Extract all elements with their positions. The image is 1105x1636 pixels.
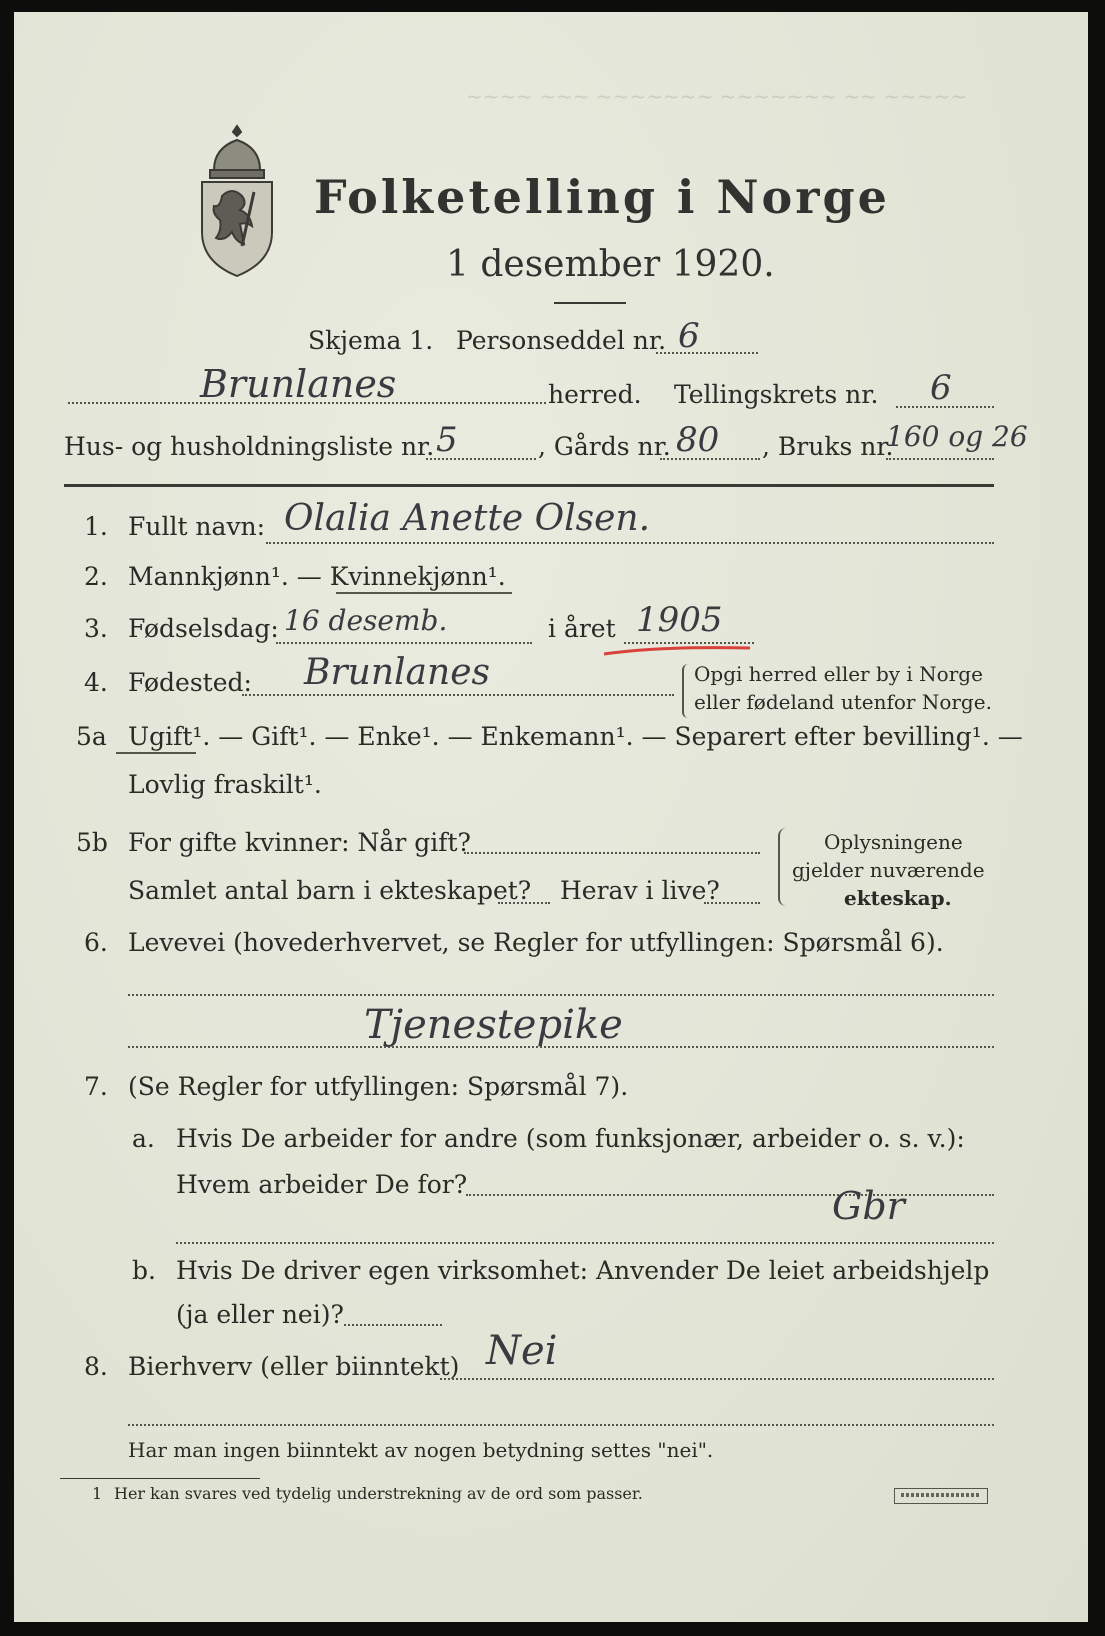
- q7-label: (Se Regler for utfyllingen: Spørsmål 7).: [128, 1072, 629, 1101]
- red-underline-mark: [600, 640, 760, 660]
- q7b-line: [344, 1324, 442, 1326]
- q2-label: Mannkjønn¹. — Kvinnekjønn¹.: [128, 562, 506, 591]
- form-note: Har man ingen biinntekt av nogen betydning settes "nei".: [128, 1438, 714, 1462]
- q7a-line-2: [176, 1242, 994, 1244]
- bruks-value: 160 og 26: [886, 420, 1028, 453]
- tellingskrets-label: Tellingskrets nr.: [674, 380, 879, 409]
- q6-label: Levevei (hovederhvervet, se Regler for utfyllingen: Spørsmål 6).: [128, 928, 944, 957]
- printer-stamp: [894, 1488, 988, 1504]
- census-form-page: [14, 12, 1088, 1622]
- q1-label: Fullt navn:: [128, 512, 266, 541]
- q7a-number: a.: [132, 1124, 155, 1153]
- bruks-line: [886, 458, 994, 460]
- q8-label: Bierhverv (eller biinntekt): [128, 1352, 460, 1381]
- q5b-alive-line: [704, 902, 760, 904]
- q3-number: 3.: [84, 614, 108, 643]
- q4-number: 4.: [84, 668, 108, 697]
- q6-value: Tjenestepike: [364, 1002, 623, 1048]
- q1-value: Olalia Anette Olsen.: [284, 498, 651, 539]
- q7a-label-1: Hvis De arbeider for andre (som funksjonær, arbeider o. s. v.):: [176, 1124, 965, 1153]
- q6-line-1: [128, 994, 994, 996]
- gards-label: , Gårds nr.: [538, 432, 671, 461]
- herred-label: herred.: [548, 380, 642, 409]
- q4-bracket: [682, 664, 690, 718]
- personseddel-line: [656, 352, 758, 354]
- q4-note-2: eller fødeland utenfor Norge.: [694, 690, 992, 714]
- q8-value: Nei: [486, 1328, 558, 1374]
- q3-line: [276, 642, 532, 644]
- q5a-underline: [116, 752, 196, 754]
- q5a-line1: Ugift¹. — Gift¹. — Enke¹. — Enkemann¹. — Separert efter bevilling¹. —: [128, 722, 1023, 751]
- q1-number: 1.: [84, 512, 108, 541]
- q5a-line2: Lovlig fraskilt¹.: [128, 770, 322, 799]
- q5b-children-line: [498, 902, 550, 904]
- q6-number: 6.: [84, 928, 108, 957]
- q5b-label-2: Samlet antal barn i ekteskapet?: [128, 876, 532, 905]
- title-divider: [554, 302, 626, 304]
- form-date: 1 desember 1920.: [446, 244, 775, 285]
- bruks-label: , Bruks nr.: [762, 432, 894, 461]
- q5b-number: 5b: [76, 828, 108, 857]
- husliste-label: Hus- og husholdningsliste nr.: [64, 432, 435, 461]
- q5b-bracket: [778, 828, 788, 906]
- footnote-text: Her kan svares ved tydelig understrekning av de ord som passer.: [114, 1484, 643, 1503]
- coat-of-arms-icon: [192, 120, 282, 280]
- q4-line: [242, 694, 674, 696]
- bleed-through-text: ~~~~ ~~~ ~~~~~~~ ~~~~~~~ ~~ ~~~~~: [466, 84, 968, 108]
- q5b-note-2: gjelder nuværende: [792, 858, 985, 882]
- q8-line-1: [440, 1378, 994, 1380]
- q5b-label-3: Herav i live?: [560, 876, 720, 905]
- form-title: Folketelling i Norge: [314, 170, 890, 224]
- q6-line-2: [128, 1046, 994, 1048]
- footnote-mark: 1: [92, 1484, 103, 1503]
- q7-number: 7.: [84, 1072, 108, 1101]
- q4-value: Brunlanes: [304, 652, 490, 693]
- q2-number: 2.: [84, 562, 108, 591]
- q3-year-value: 1905: [636, 600, 723, 640]
- q5b-note-1: Oplysningene: [824, 830, 963, 854]
- q7b-label-2: (ja eller nei)?: [176, 1300, 344, 1329]
- gards-value: 80: [676, 420, 720, 460]
- q7b-number: b.: [132, 1256, 156, 1285]
- q7b-label-1: Hvis De driver egen virksomhet: Anvender De leiet arbeidshjelp: [176, 1256, 990, 1285]
- q3-year-label: i året: [548, 614, 616, 643]
- q7a-label-2: Hvem arbeider De for?: [176, 1170, 468, 1199]
- herred-value: Brunlanes: [200, 362, 397, 406]
- q7a-line-1: [466, 1194, 994, 1196]
- q4-label: Fødested:: [128, 668, 252, 697]
- q8-number: 8.: [84, 1352, 108, 1381]
- q3-value: 16 desemb.: [284, 604, 448, 637]
- q4-note-1: Opgi herred eller by i Norge: [694, 662, 983, 686]
- q5a-number: 5a: [76, 722, 107, 751]
- q2-underline: [336, 592, 512, 594]
- q5b-note-3: ekteskap.: [844, 886, 952, 910]
- q8-line-2: [128, 1424, 994, 1426]
- q1-line: [266, 542, 994, 544]
- q7a-value: Gbr: [832, 1184, 905, 1228]
- personseddel-label: Personseddel nr.: [456, 326, 667, 355]
- header-divider: [64, 484, 994, 487]
- footnote-divider: [60, 1478, 260, 1479]
- personseddel-value: 6: [678, 316, 700, 356]
- husliste-value: 5: [436, 420, 458, 460]
- q5b-label-1: For gifte kvinner: Når gift?: [128, 828, 471, 857]
- q3-label: Fødselsdag:: [128, 614, 279, 643]
- tellingskrets-value: 6: [930, 368, 952, 408]
- schema-label: Skjema 1.: [308, 326, 434, 355]
- q5b-when-line: [464, 852, 760, 854]
